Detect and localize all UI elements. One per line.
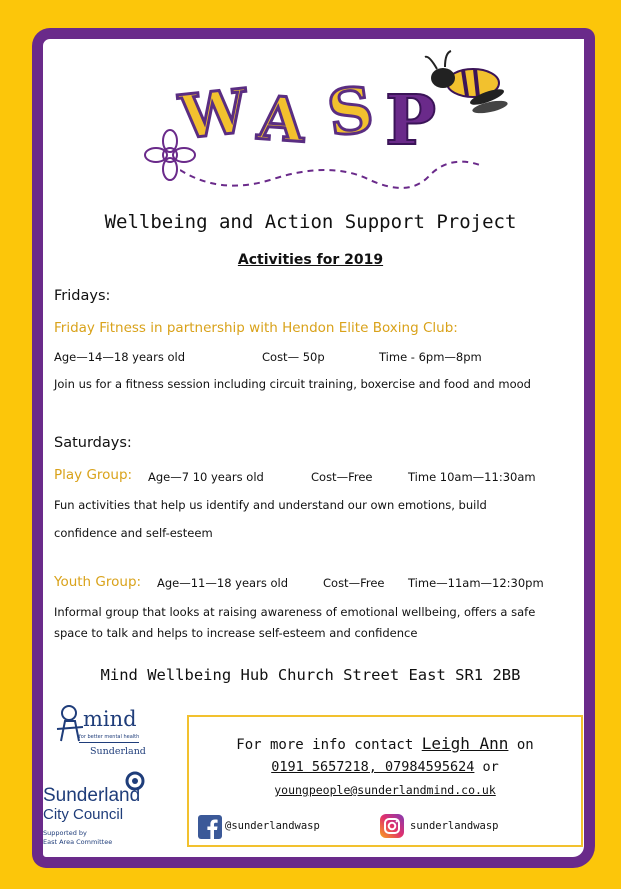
logo-letter-p: P [385, 81, 437, 161]
council-logo [43, 770, 163, 850]
youth-group-time: Time—11am—12:30pm [408, 576, 544, 590]
phone-suffix: or [474, 759, 499, 775]
youth-group-age: Age—11—18 years old [157, 576, 288, 590]
logo-letter-w: W [176, 76, 251, 154]
saturdays-heading: Saturdays: [54, 435, 132, 451]
youth-group-cost: Cost—Free [323, 576, 385, 590]
logo-letter-s: S [323, 72, 378, 151]
logo-letter-a: A [255, 83, 307, 157]
mind-tagline: for better mental health [79, 734, 140, 740]
venue-address: Mind Wellbeing Hub Church Street East SR1 2BB [100, 666, 521, 684]
instagram-icon[interactable] [380, 814, 404, 838]
flight-path-dashes [180, 140, 500, 200]
supported-by: Supported by [43, 829, 87, 837]
youth-group-description-2: space to talk and helps to increase self-esteem and confidence [54, 626, 418, 640]
friday-cost: Cost— 50p [262, 350, 325, 364]
contact-name: Leigh Ann [421, 734, 509, 753]
play-group-title: Play Group: [54, 467, 133, 483]
friday-description: Join us for a fitness session including circuit training, boxercise and food and mood [54, 377, 531, 391]
page-subtitle: Activities for 2019 [237, 252, 384, 268]
facebook-handle[interactable]: @sunderlandwasp [225, 820, 320, 832]
fridays-heading: Fridays: [54, 288, 111, 304]
contact-suffix: on [508, 737, 534, 753]
instagram-handle[interactable]: sunderlandwasp [410, 820, 499, 832]
play-group-age: Age—7 10 years old [148, 470, 264, 484]
wasp-logo [140, 45, 510, 205]
youth-group-description-1: Informal group that looks at raising awareness of emotional wellbeing, offers a safe [54, 605, 536, 619]
contact-email[interactable]: youngpeople@sunderlandmind.co.uk [274, 783, 496, 797]
phone-line [189, 759, 581, 775]
mind-wordmark: mind [83, 707, 137, 731]
mind-logo [55, 703, 155, 765]
contact-phones[interactable]: 0191 5657218, 07984595624 [271, 759, 475, 775]
contact-prefix: For more info contact [236, 737, 422, 753]
friday-time: Time - 6pm—8pm [379, 350, 482, 364]
east-area-committee: East Area Committee [43, 838, 113, 846]
contact-box [187, 715, 583, 847]
council-name-line1: Sunderland [43, 785, 141, 806]
friday-age: Age—14—18 years old [54, 350, 185, 364]
friday-activity-title: Friday Fitness in partnership with Hendon Elite Boxing Club: [54, 320, 458, 336]
play-group-description-2: confidence and self-esteem [54, 526, 213, 540]
council-name-line2: City Council [43, 806, 124, 823]
contact-line [189, 734, 581, 753]
page-title: Wellbeing and Action Support Project [104, 211, 517, 233]
play-group-time: Time 10am—11:30am [408, 470, 536, 484]
play-group-description-1: Fun activities that help us identify and understand our own emotions, build [54, 498, 487, 512]
facebook-icon[interactable] [198, 815, 222, 839]
youth-group-title: Youth Group: [54, 574, 142, 590]
bee-icon [415, 45, 510, 120]
play-group-cost: Cost—Free [311, 470, 373, 484]
mind-divider [79, 742, 139, 743]
mind-area: Sunderland [90, 746, 146, 757]
